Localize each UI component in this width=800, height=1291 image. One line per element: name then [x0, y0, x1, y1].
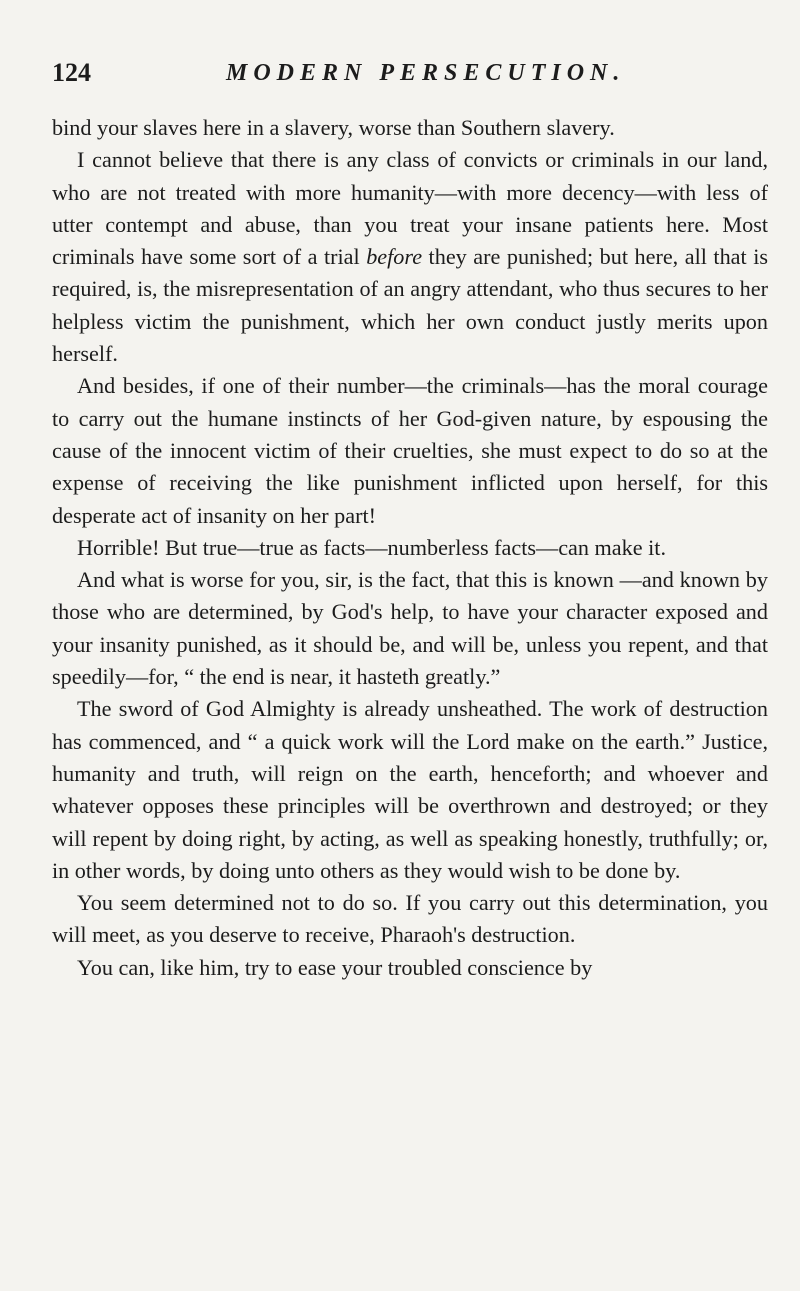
paragraph-text: bind your slaves here in a slavery, worse than Southern slavery.	[52, 115, 615, 140]
paragraph-text: And what is worse for you, sir, is the fact, that this is known —and known by those who are determined, by God's help, to have your character exposed and your insanity punished, as it should be, and will be, unless you repent, and that speedily—for, “ the end is near, it hasteth greatly.”	[52, 567, 768, 690]
paragraph	[52, 532, 768, 564]
paragraph-text: And besides, if one of their number—the criminals—has the moral courage to carry out the humane instincts of her God-given nature, by espousing the cause of the innocent victim of their cruelties, she must expect to do so at the expense of receiving the like punishment inflicted upon herself, for this desperate act of insanity on her part!	[52, 373, 768, 528]
paragraph-text: they are punished; but here, all that is required, is, the misrepresentation of an angry attendant, who thus secures to her helpless victim the punishment, which her own conduct justly merits upon herself.	[52, 244, 769, 367]
paragraph-text: You can, like him, try to ease your troubled conscience by	[77, 954, 593, 980]
body-text	[52, 112, 768, 984]
book-page	[52, 58, 768, 984]
paragraph	[52, 693, 768, 887]
paragraph	[52, 112, 768, 144]
emphasis-text: before	[366, 244, 423, 270]
paragraph-text: You seem determined not to do so. If you carry out this determination, you will meet, as you deserve to receive, Pharaoh's destruction.	[52, 890, 768, 948]
paragraph	[52, 952, 768, 984]
paragraph-text: The sword of God Almighty is already unsheathed. The work of destruction has commenced, and “ a quick work will the Lord make on the earth.” Justice, humanity and truth, will reign on the earth, henceforth; and whoever and whatever opposes these principles will be overthrown and destroyed; or they will repent by doing right, by acting, as well as speaking honestly, truthfully; or, in other words, by doing unto others as they would wish to be done by.	[52, 696, 768, 883]
running-title: MODERN PERSECUTION.	[226, 60, 626, 86]
paragraph-text: I cannot believe that there is any class of convicts or criminals in our land, who are not treated with more humanity—with more decency—with less of utter contempt and abuse, than you treat your insane patients here. Most criminals have some sort of a trial	[52, 147, 768, 270]
paragraph-text: Horrible! But true—true as facts—numberless facts—can make it.	[77, 534, 667, 560]
page-number: 124	[52, 58, 91, 87]
paragraph	[52, 887, 768, 952]
running-head	[52, 58, 768, 88]
paragraph	[52, 144, 768, 370]
paragraph	[52, 564, 768, 693]
paragraph	[52, 370, 768, 531]
